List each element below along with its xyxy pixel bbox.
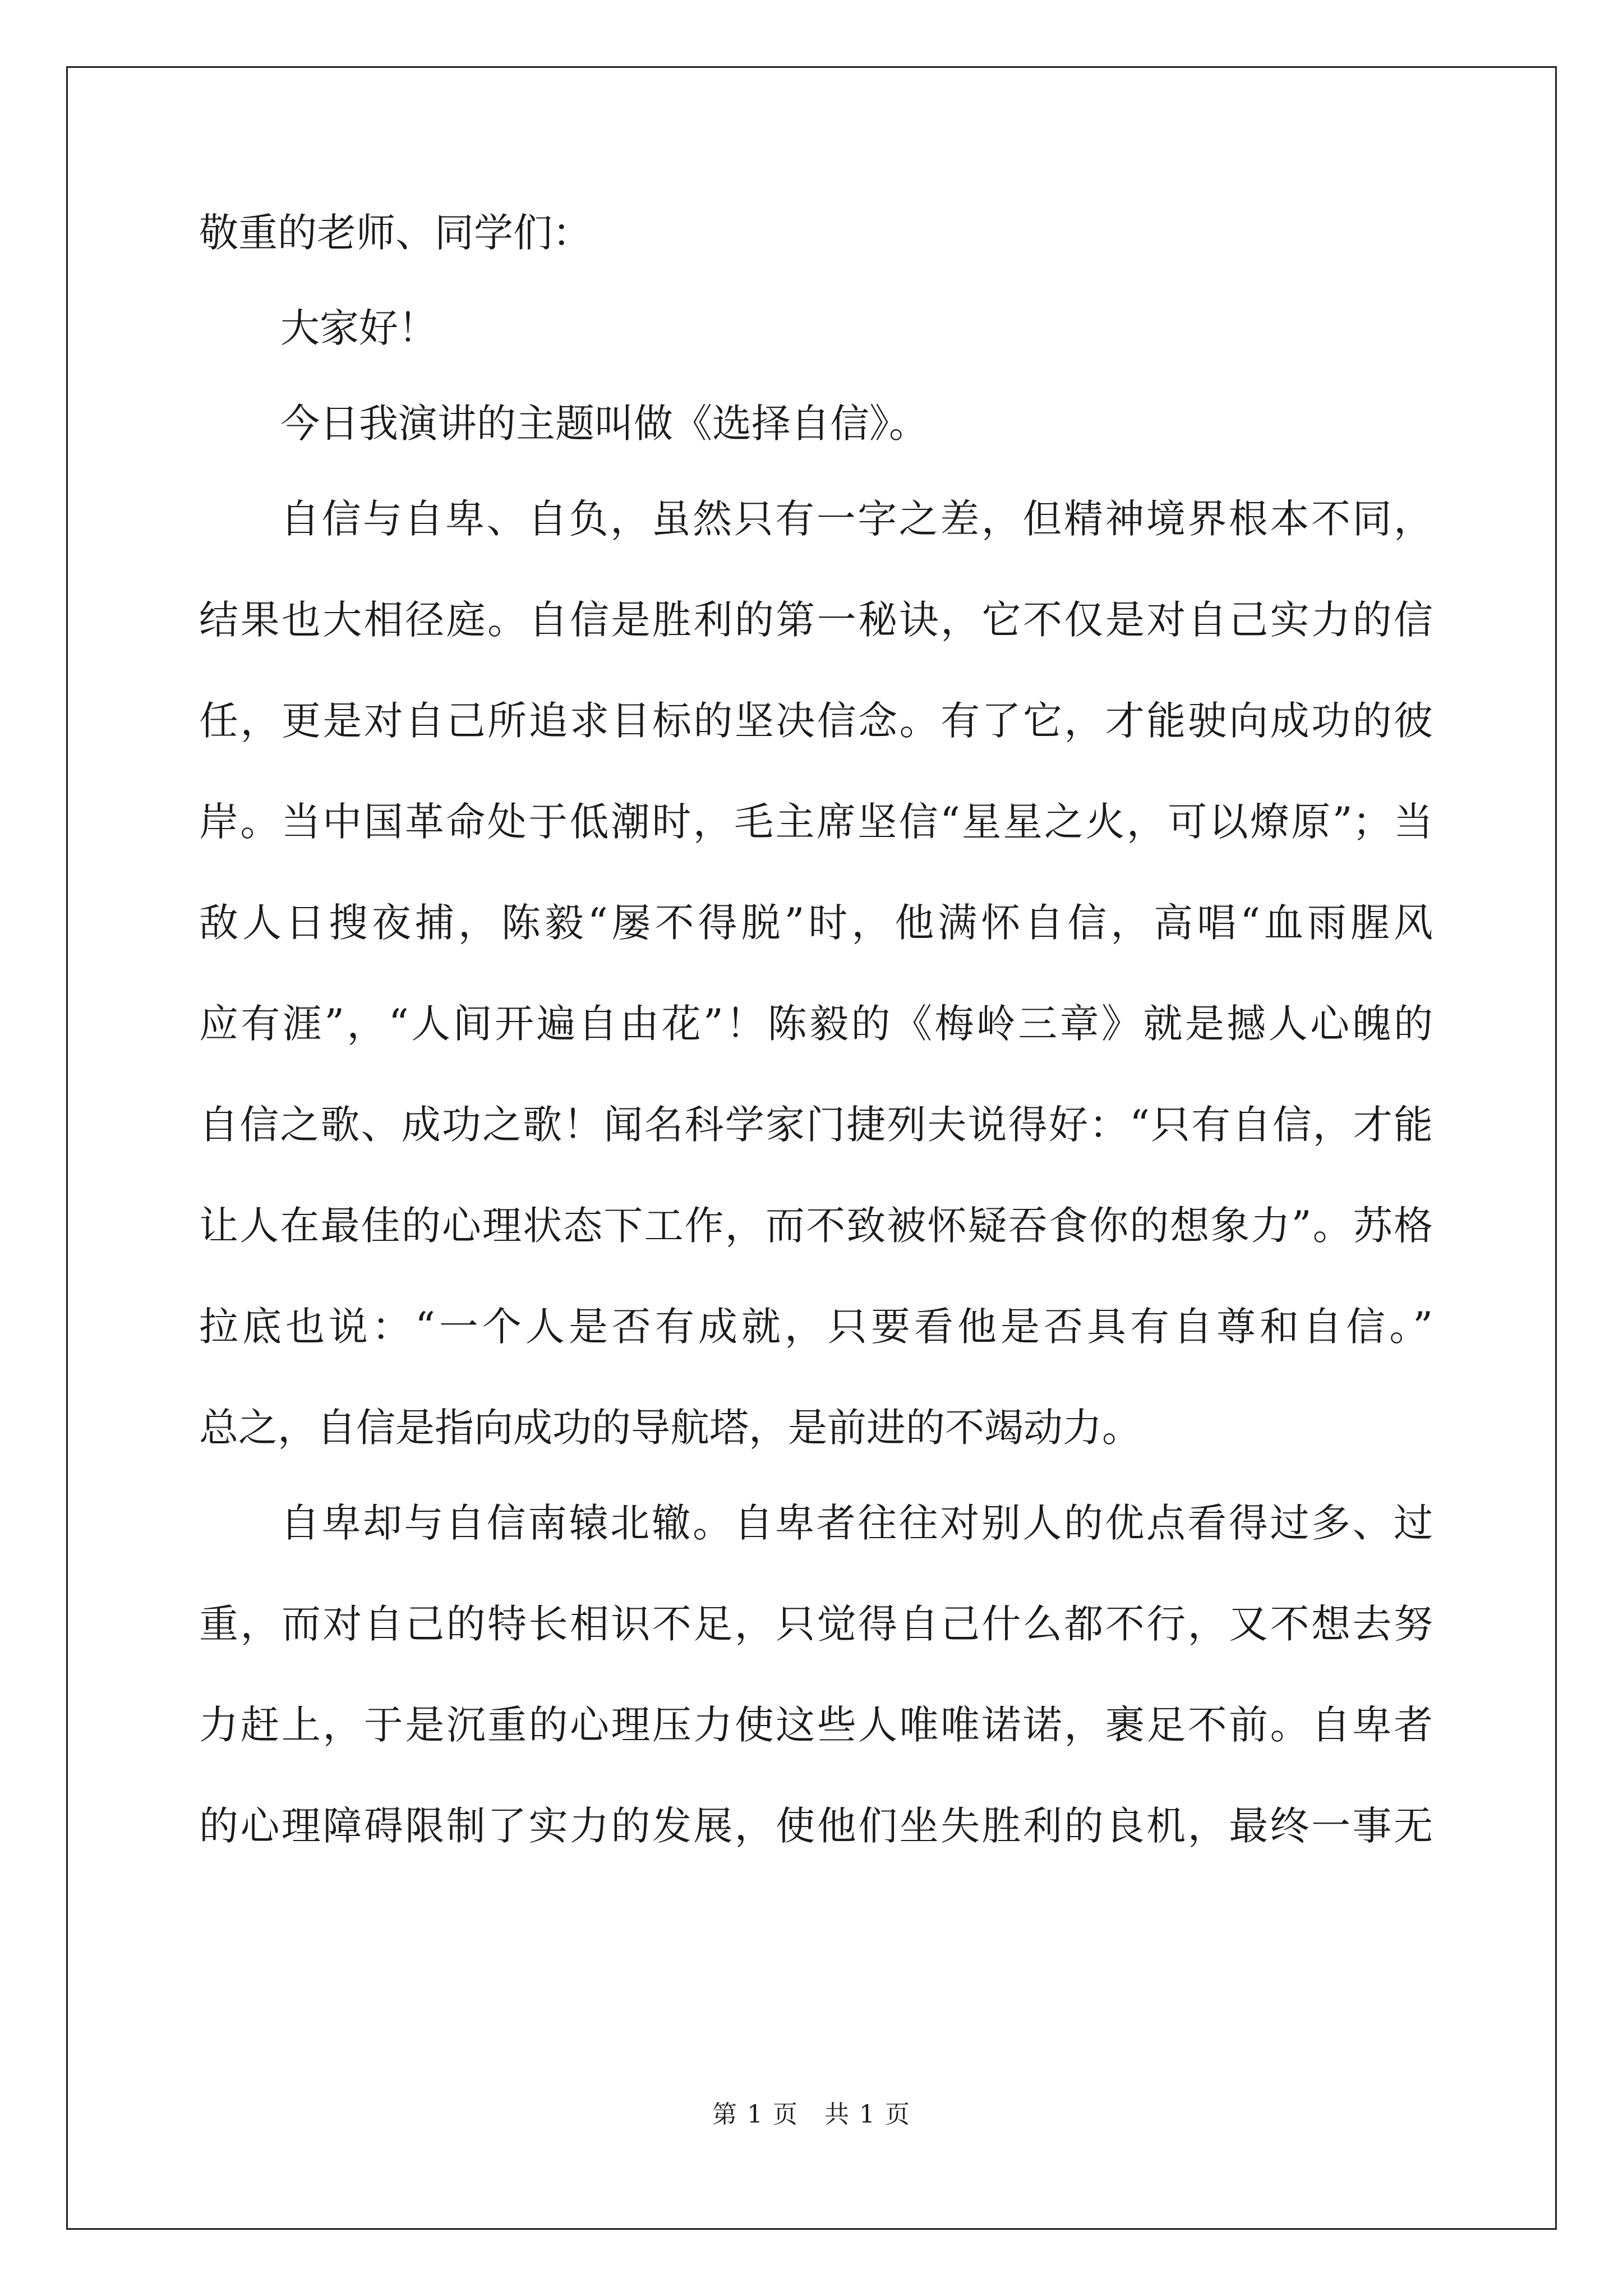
paragraph-line: 岸。当中国革命处于低潮时，毛主席坚信“星星之火，可以燎原”；当 xyxy=(199,799,1433,845)
topic-line: 今日我演讲的主题叫做《选择自信》。 xyxy=(280,401,928,447)
paragraph-line: 让人在最佳的心理状态下工作，而不致被怀疑吞食你的想象力”。苏格 xyxy=(199,1203,1433,1249)
page-number-footer: 第 1 页 共 1 页 xyxy=(712,2100,911,2129)
paragraph-line: 自卑却与自信南辕北辙。自卑者往往对别人的优点看得过多、过 xyxy=(280,1500,1433,1546)
greeting-line: 大家好！ xyxy=(280,305,437,351)
paragraph-line: 任，更是对自己所追求目标的坚决信念。有了它，才能驶向成功的彼 xyxy=(199,698,1433,744)
paragraph-line: 力赶上，于是沉重的心理压力使这些人唯唯诺诺，裹足不前。自卑者 xyxy=(199,1702,1433,1748)
paragraph-line: 自信之歌、成功之歌！闻名科学家门捷列夫说得好：“只有自信，才能 xyxy=(199,1102,1433,1148)
paragraph-line: 结果也大相径庭。自信是胜利的第一秘诀，它不仅是对自己实力的信 xyxy=(199,597,1433,643)
paragraph-line: 的心理障碍限制了实力的发展，使他们坐失胜利的良机，最终一事无 xyxy=(199,1803,1433,1849)
paragraph-line: 应有涯”，“人间开遍自由花”！陈毅的《梅岭三章》就是撼人心魄的 xyxy=(199,1001,1433,1047)
paragraph-line: 总之，自信是指向成功的导航塔，是前进的不竭动力。 xyxy=(199,1405,1141,1451)
paragraph-line: 敌人日搜夜捕，陈毅“屡不得脱”时，他满怀自信，高唱“血雨腥风 xyxy=(199,900,1433,946)
paragraph-line: 拉底也说：“一个人是否有成就，只要看他是否具有自尊和自信。” xyxy=(199,1304,1433,1350)
salutation-line: 敬重的老师、同学们： xyxy=(199,210,592,256)
paragraph-line: 重，而对自己的特长相识不足，只觉得自己什么都不行，又不想去努 xyxy=(199,1601,1433,1647)
paragraph-line: 自信与自卑、自负，虽然只有一字之差，但精神境界根本不同， xyxy=(280,496,1433,542)
